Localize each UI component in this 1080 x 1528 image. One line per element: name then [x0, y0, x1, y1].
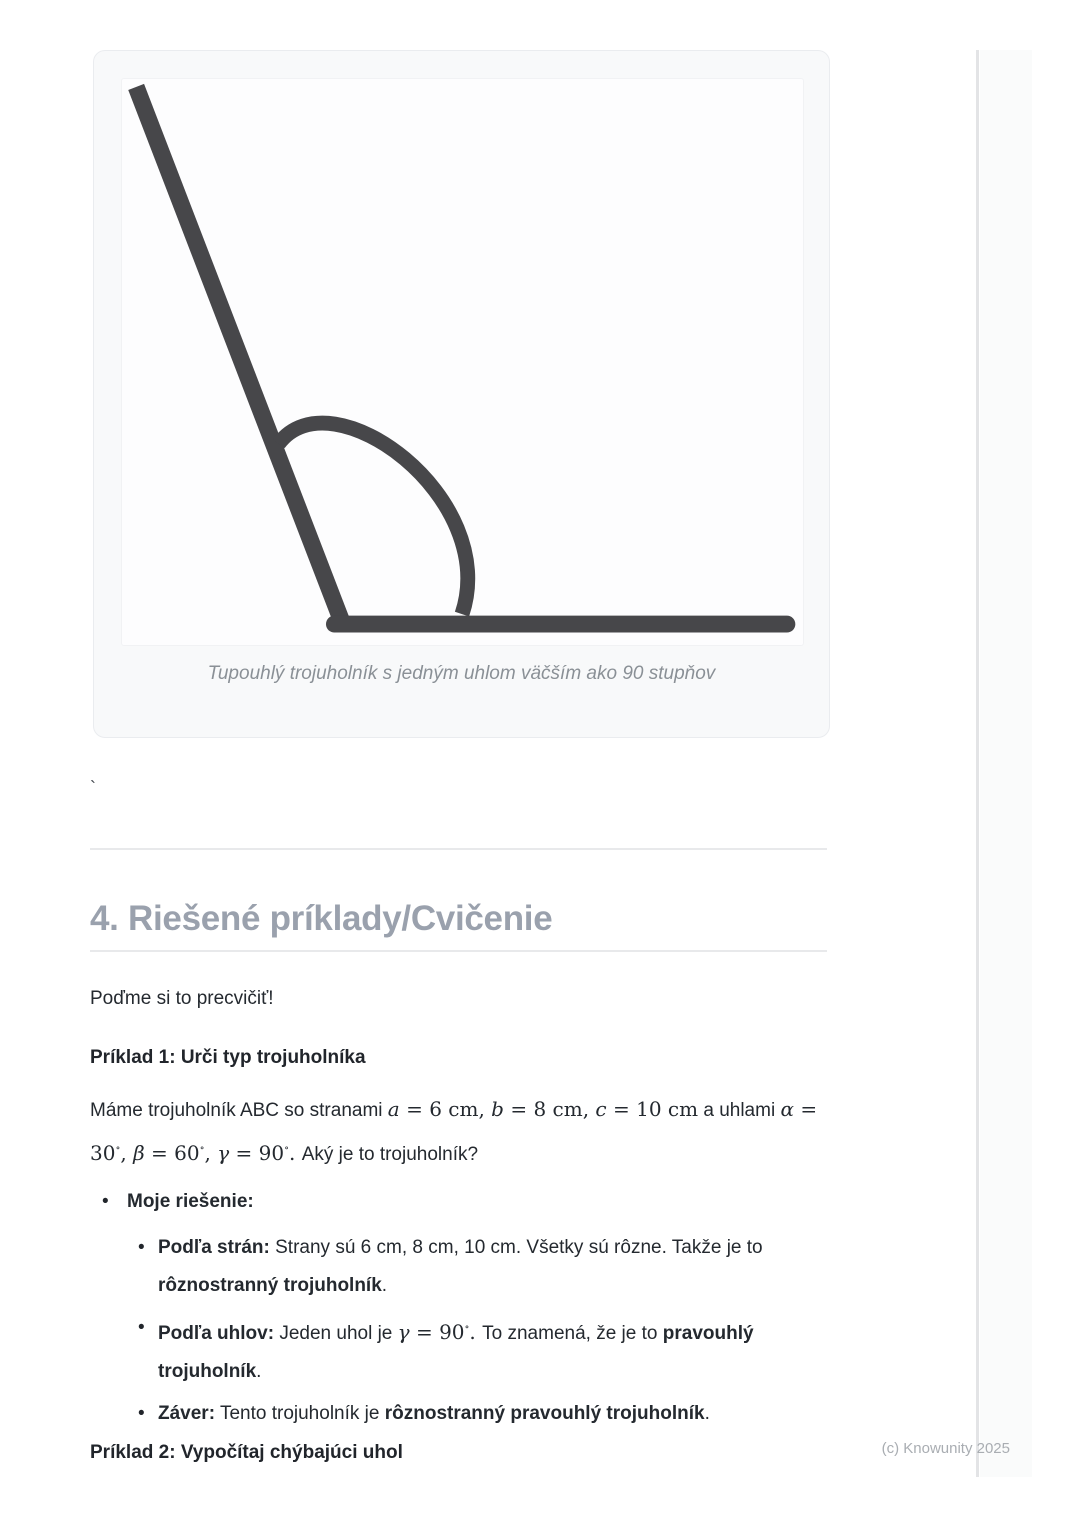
diagonal-ray — [136, 87, 342, 623]
heading-underline — [90, 950, 827, 952]
intro-paragraph: Poďme si to precvičiť! — [90, 988, 274, 1009]
obtuse-angle-drawing — [122, 79, 803, 645]
text-segment: a uhlami — [698, 1100, 781, 1121]
text-segment: pravouhlý — [662, 1323, 754, 1344]
text-segment: . — [381, 1275, 388, 1296]
text-segment: To znamená, že je to — [482, 1323, 663, 1344]
text-segment: Máme trojuholník ABC so stranami — [90, 1100, 388, 1121]
text-segment: Strany sú 6 cm, 8 cm, 10 cm. Všetky sú rôzne. Takže je to — [269, 1237, 763, 1258]
section-heading: 4. Riešené príklady/Cvičenie — [90, 899, 553, 938]
text-segment: = — [793, 1097, 818, 1121]
text-segment: Podľa uhlov: — [158, 1323, 275, 1344]
text-segment: Aký je to trojuholník? — [301, 1144, 479, 1165]
text-line — [158, 1229, 832, 1267]
text-segment: Záver: — [158, 1403, 216, 1424]
text-segment: rôznostranný pravouhlý trojuholník — [384, 1403, 705, 1424]
text-segment: = 6 cm, — [399, 1097, 492, 1121]
text-segment: Moje riešenie: — [127, 1191, 254, 1212]
list-item — [90, 1229, 832, 1305]
text-segment: ∘ — [464, 1322, 470, 1333]
text-line — [158, 1395, 832, 1433]
text-segment: = 10 cm — [606, 1097, 699, 1121]
text-segment: a — [387, 1097, 400, 1121]
text-segment: ∘ — [115, 1143, 121, 1154]
text-line — [127, 1183, 832, 1221]
stray-backtick: ` — [90, 778, 96, 798]
text-segment: rôznostranný trojuholník — [158, 1275, 382, 1296]
text-segment: . — [256, 1361, 262, 1382]
list-item — [90, 1183, 832, 1221]
text-segment: Jeden uhol je — [274, 1323, 398, 1344]
text-segment: β — [133, 1141, 145, 1165]
figure-canvas — [121, 78, 804, 646]
text-segment: Tento trojuholník je — [215, 1403, 385, 1424]
text-line — [158, 1353, 832, 1391]
text-segment: 30 — [90, 1141, 116, 1165]
text-segment: , — [204, 1141, 218, 1165]
text-line — [90, 1090, 832, 1130]
example1-title: Príklad 1: Urči typ trojuholníka — [90, 1047, 366, 1068]
copyright-text: (c) Knowunity 2025 — [881, 1440, 1010, 1457]
text-segment: Podľa strán: — [158, 1237, 270, 1258]
text-segment: . — [288, 1141, 302, 1165]
text-segment: = 90 — [229, 1141, 285, 1165]
figure-card — [93, 50, 830, 738]
text-line — [158, 1267, 832, 1305]
example2-title: Príklad 2: Vypočítaj chýbajúci uhol — [90, 1442, 403, 1463]
list-item — [90, 1395, 832, 1433]
text-segment: . — [469, 1320, 483, 1344]
text-segment: c — [595, 1097, 607, 1121]
text-segment: = 60 — [144, 1141, 200, 1165]
section-divider — [90, 848, 827, 850]
text-segment: b — [491, 1097, 504, 1121]
text-segment: = 8 cm, — [503, 1097, 596, 1121]
text-segment: . — [704, 1403, 710, 1424]
figure-caption: Tupouhlý trojuholník s jedným uhlom väčším ako 90 stupňov — [207, 663, 716, 684]
text-segment: trojuholník — [158, 1361, 257, 1382]
text-segment: γ — [217, 1141, 230, 1165]
text-segment: γ — [397, 1320, 410, 1344]
text-line — [90, 1130, 832, 1174]
text-segment: ∘ — [284, 1143, 289, 1154]
text-segment: = 90 — [409, 1320, 465, 1344]
scrollbar-line[interactable] — [976, 50, 979, 1477]
solution-list — [90, 1183, 832, 1437]
text-segment: α — [780, 1097, 794, 1121]
scrollbar-track[interactable] — [980, 50, 1032, 1477]
text-line — [158, 1309, 832, 1353]
text-segment: ∘ — [199, 1143, 205, 1154]
text-segment: , — [120, 1141, 134, 1165]
list-item — [90, 1309, 832, 1391]
problem-paragraph — [90, 1090, 832, 1174]
